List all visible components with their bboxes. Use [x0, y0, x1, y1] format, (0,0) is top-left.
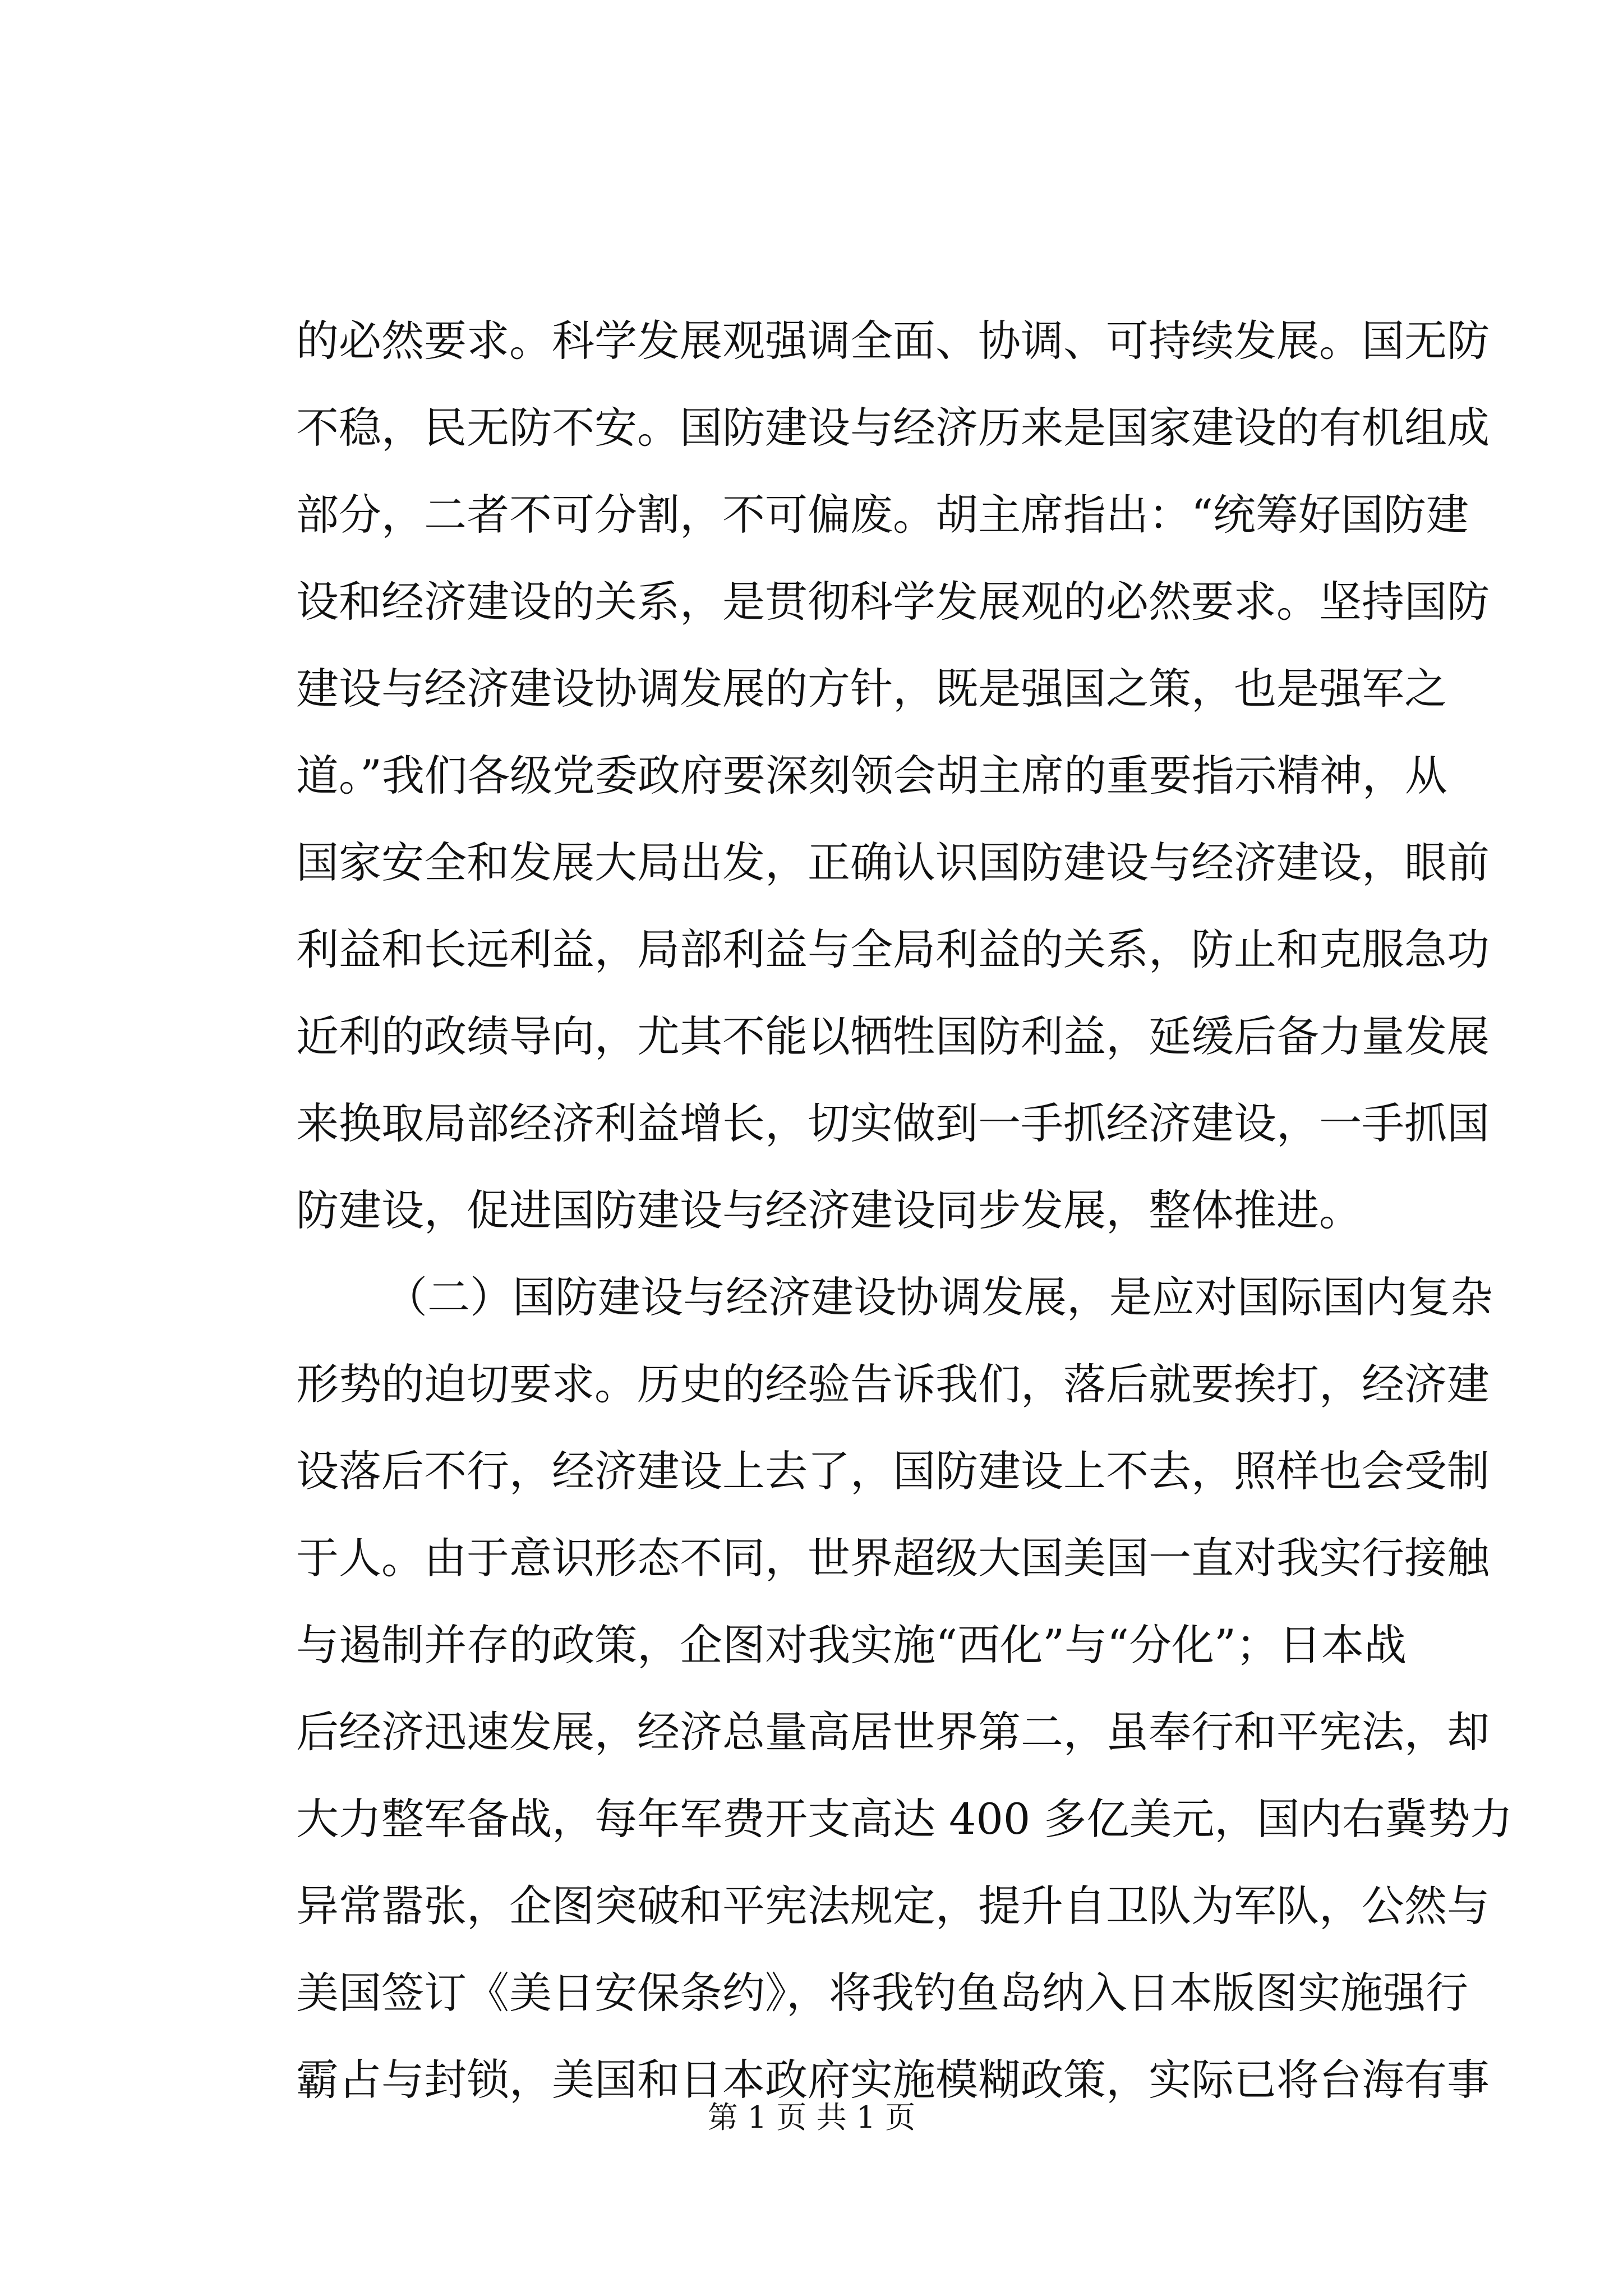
text-line: 与遏制并存的政策，企图对我实施“西化”与“分化”；日本战 [296, 1620, 1407, 1670]
text-line: 形势的迫切要求。历史的经验告诉我们，落后就要挨打，经济建 [296, 1359, 1490, 1409]
text-line: 设和经济建设的关系，是贯彻科学发展观的必然要求。坚持国防 [296, 577, 1490, 627]
text-line: 建设与经济建设协调发展的方针，既是强国之策，也是强军之 [296, 664, 1447, 714]
text-line: 防建设，促进国防建设与经济建设同步发展，整体推进。 [296, 1185, 1362, 1235]
text-line: （二）国防建设与经济建设协调发展，是应对国际国内复杂 [385, 1272, 1493, 1322]
text-line: 大力整军备战，每年军费开支高达 400 多亿美元，国内右冀势力 [296, 1794, 1513, 1844]
text-line: 异常嚣张，企图突破和平宪法规定，提升自卫队为军队，公然与 [296, 1881, 1490, 1931]
text-line: 不稳，民无防不安。国防建设与经济历来是国家建设的有机组成 [296, 403, 1490, 453]
page-footer: 第 1 页 共 1 页 [707, 2100, 916, 2135]
paragraph-1 [296, 297, 1490, 1254]
text-line: 国家安全和发展大局出发，正确认识国防建设与经济建设，眼前 [296, 838, 1490, 887]
text-line: 利益和长远利益，局部利益与全局利益的关系，防止和克服急功 [296, 924, 1490, 974]
document-body [296, 297, 1513, 2123]
text-line: 近利的政绩导向，尤其不能以牺牲国防利益，延缓后备力量发展 [296, 1011, 1490, 1061]
text-line: 后经济迅速发展，经济总量高居世界第二，虽奉行和平宪法，却 [296, 1707, 1490, 1757]
text-line: 部分，二者不可分割，不可偏废。胡主席指出：“统筹好国防建 [296, 490, 1469, 540]
text-line: 道。”我们各级党委政府要深刻领会胡主席的重要指示精神，从 [296, 751, 1447, 800]
text-line: 美国签订《美日安保条约》，将我钓鱼岛纳入日本版图实施强行 [296, 1968, 1468, 2018]
text-line: 设落后不行，经济建设上去了，国防建设上不去，照样也会受制 [296, 1446, 1490, 1496]
text-line: 的必然要求。科学发展观强调全面、协调、可持续发展。国无防 [296, 316, 1490, 366]
text-line: 来换取局部经济利益增长，切实做到一手抓经济建设，一手抓国 [296, 1098, 1490, 1148]
text-line: 霸占与封锁，美国和日本政府实施模糊政策，实际已将台海有事 [296, 2055, 1490, 2105]
text-line: 于人。由于意识形态不同，世界超级大国美国一直对我实行接触 [296, 1533, 1490, 1583]
paragraph-2 [296, 1254, 1513, 2123]
